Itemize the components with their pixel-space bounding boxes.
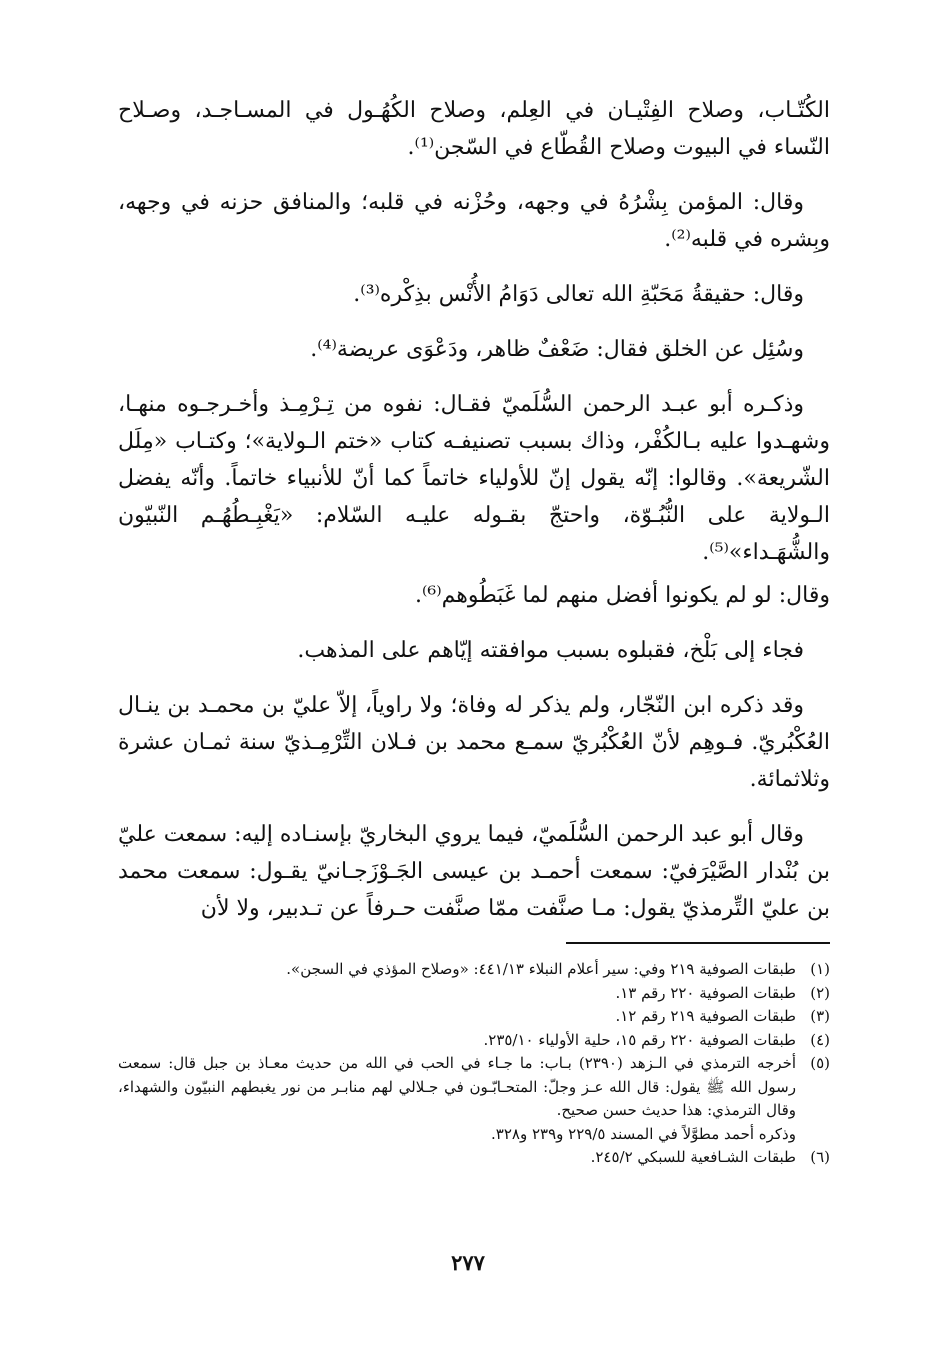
footnotes — [118, 958, 830, 1170]
footnote-text: أخرجه الترمذي في الـزهد (٢٣٩٠) بـاب: ما جـاء في الحب في الله من حديث معـاذ بن جبل قال: سمعت رسول الله ﷺ يقول: قال الله عـز وجلّ: المتحـابّـون في جـلالي لهم منابـر من نور يغبطهم النبيّون والشهداء، وقال الترمذي: هذا حديث حسن صحيح. — [118, 1054, 797, 1119]
footnote-number: (٥) — [810, 1054, 830, 1072]
footnote-text: طبقات الصوفية ٢١٩ رقم ١٢. — [615, 1007, 796, 1025]
footnote-number: (١) — [810, 960, 830, 978]
footnote-divider — [566, 942, 830, 944]
footnote-number: (٤) — [810, 1030, 830, 1049]
footnote — [118, 958, 830, 982]
paragraph: وذكـره أبو عبـد الرحمن السُّلَميّ فقـال: نفوه من تِـرْمِـذ وأخـرجـوه منهـا، وشهـدوا عليه بـالكُفْر، وذاك بسبب تصنيفـه كتاب «ختم الـولاية»؛ وكتـاب «مِلَل الشّريعة». وقالوا: إنّه يقول إنّ للأولياء خاتماً كما أنّ للأنبياء خاتماً. وأنّه يفضل الـولاية على النُّبُـوّة، واحتجّ بقـوله عليـه السّلام: «يَغْبِـطُهُـم النّبيّون والشُّهَـداء»⁽⁵⁾. — [118, 392, 830, 565]
footnote — [118, 1052, 830, 1123]
paragraph: وسُئِل عن الخلق فقال: ضَعْفٌ ظاهر، ودَعْوَى عريضة⁽⁴⁾. — [310, 337, 804, 362]
paragraph: فجاء إلى بَلْخ، فقبلوه بسبب موافقته إيّاهم على المذهب. — [297, 638, 804, 663]
paragraph: وقد ذكره ابن النّجّار، ولم يذكر له وفاة؛ ولا راوياً، إلاّ عليّ بن محمـد بن ينـال العُكْبُريّ. فـوهِم لأنّ العُكْبُريّ سمـع محمد بن فـلان التِّرْمِـذيّ سنة ثمـان عشرة وثلاثمائة. — [118, 693, 830, 792]
footnote-text: طبقات الصوفية ٢٢٠ رقم ١٥، حلية الأولياء ٢٣٥/١٠. — [483, 1030, 796, 1049]
paragraph: وقال: المؤمن بِشْرُهُ في وجهه، وحُزْنه في قلبه؛ والمنافق حزنه في وجهه، وبِشره في قلبه⁽²⁾. — [118, 190, 830, 252]
main-text — [118, 92, 830, 945]
paragraph: وقال: لو لم يكونوا أفضل منهم لما غَبَطُوهم⁽⁶⁾. — [415, 583, 830, 608]
paragraph: وقال: حقيقةُ مَحَبّةِ الله تعالى دَوَامُ الأُنْس بذِكْره⁽³⁾. — [353, 282, 804, 307]
paragraph: وقال أبو عبد الرحمن السُّلَميّ، فيما يروي البخاريّ بإسنـاده إليه: سمعت عليّ بن بُنْدار الصَّيْرَفيّ: سمعت أحمـد بن عيسى الجَـوْزَجـانيّ يقـول: سمعت محمد بن عليّ التِّرمذيّ يقول: مـا صنَّفت ممّا صنَّفت حـرفاً عن تـدبير، ولا لأن — [118, 822, 830, 921]
footnote — [118, 1005, 830, 1029]
footnote — [118, 1029, 830, 1053]
footnote-text: وذكره أحمد مطوَّلاً في المسند ٢٢٩/٥ و٢٣٩ و٣٢٨. — [491, 1124, 796, 1143]
footnote-text: طبقات الصوفية ٢٢٠ رقم ١٣. — [615, 983, 796, 1002]
footnote-text: طبقات الصوفية ٢١٩ وفي: سير أعلام النبلاء ٤٤١/١٣: «وصلاح المؤذي في السجن». — [286, 960, 796, 978]
footnote — [118, 1146, 830, 1170]
footnote-number: (٣) — [810, 1007, 830, 1025]
paragraph: الكُتّـاب، وصلاح الفِتْيـان في العِلم، وصلاح الكُهُـول في المسـاجـد، وصـلاح النّساء في البيوت وصلاح القُطّاع في السّجن⁽¹⁾. — [118, 98, 830, 160]
footnote-text: طبقات الشـافعية للسبكي ٢٤٥/٢. — [590, 1148, 796, 1166]
page-number: ٢٧٧ — [451, 1250, 485, 1275]
footnote-continuation — [118, 1123, 830, 1147]
footnote-number: (٦) — [810, 1148, 830, 1166]
footnote-number: (٢) — [810, 983, 830, 1002]
footnote — [118, 982, 830, 1006]
